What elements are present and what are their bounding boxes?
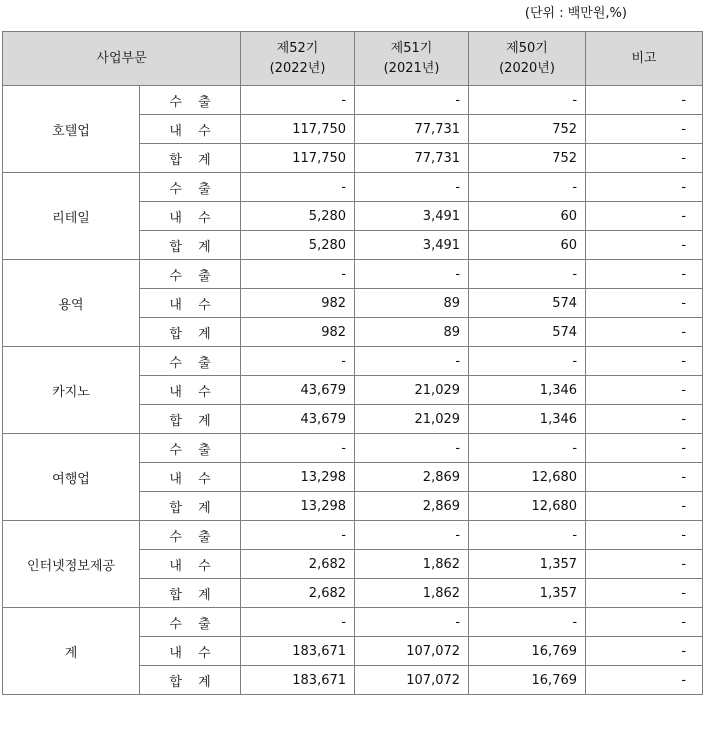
segment-name: 여행업 xyxy=(3,434,140,521)
value-52: 183,671 xyxy=(241,666,355,695)
value-51: 107,072 xyxy=(355,637,469,666)
value-50: 1,346 xyxy=(469,376,586,405)
value-51: 3,491 xyxy=(355,231,469,260)
value-52: - xyxy=(241,434,355,463)
table-header xyxy=(3,32,703,86)
value-51: 2,869 xyxy=(355,492,469,521)
row-type-label: 수 출 xyxy=(140,260,241,289)
row-type-label: 수 출 xyxy=(140,86,241,115)
row-type-label: 합 계 xyxy=(140,666,241,695)
value-51: 3,491 xyxy=(355,202,469,231)
value-50: - xyxy=(469,521,586,550)
row-type-label: 내 수 xyxy=(140,376,241,405)
segment-name: 용역 xyxy=(3,260,140,347)
value-52: - xyxy=(241,86,355,115)
row-type-label: 합 계 xyxy=(140,144,241,173)
row-type-label: 합 계 xyxy=(140,405,241,434)
note-value: - xyxy=(586,463,703,492)
value-50: 752 xyxy=(469,144,586,173)
segment-name: 계 xyxy=(3,608,140,695)
note-value: - xyxy=(586,608,703,637)
row-type-label: 수 출 xyxy=(140,434,241,463)
value-52: 13,298 xyxy=(241,463,355,492)
segment-name: 인터넷정보제공 xyxy=(3,521,140,608)
value-50: 1,346 xyxy=(469,405,586,434)
note-value: - xyxy=(586,86,703,115)
row-type-label: 수 출 xyxy=(140,173,241,202)
value-51: - xyxy=(355,347,469,376)
value-50: - xyxy=(469,86,586,115)
value-52: 2,682 xyxy=(241,579,355,608)
note-value: - xyxy=(586,202,703,231)
value-50: 574 xyxy=(469,289,586,318)
header-col51-year: (2021년) xyxy=(383,60,440,76)
value-51: 89 xyxy=(355,289,469,318)
header-col51 xyxy=(355,32,469,86)
header-col51-period: 제51기 xyxy=(390,40,433,56)
value-52: 43,679 xyxy=(241,376,355,405)
value-51: 21,029 xyxy=(355,405,469,434)
row-type-label: 내 수 xyxy=(140,550,241,579)
value-50: 752 xyxy=(469,115,586,144)
header-col50-period: 제50기 xyxy=(506,40,548,56)
row-type-label: 수 출 xyxy=(140,521,241,550)
header-row xyxy=(3,32,703,86)
value-50: 60 xyxy=(469,202,586,231)
value-51: 77,731 xyxy=(355,115,469,144)
note-value: - xyxy=(586,637,703,666)
value-50: 1,357 xyxy=(469,550,586,579)
header-col52-period: 제52기 xyxy=(276,40,319,56)
segment-name: 카지노 xyxy=(3,347,140,434)
row-type-label: 내 수 xyxy=(140,289,241,318)
value-52: 117,750 xyxy=(241,115,355,144)
header-segment: 사업부문 xyxy=(3,32,241,86)
segment-name: 리테일 xyxy=(3,173,140,260)
value-52: 2,682 xyxy=(241,550,355,579)
value-52: 5,280 xyxy=(241,202,355,231)
value-51: 107,072 xyxy=(355,666,469,695)
row-type-label: 합 계 xyxy=(140,231,241,260)
value-50: 12,680 xyxy=(469,463,586,492)
note-value: - xyxy=(586,144,703,173)
row-type-label: 합 계 xyxy=(140,579,241,608)
table-row xyxy=(3,86,703,115)
value-52: 5,280 xyxy=(241,231,355,260)
value-51: - xyxy=(355,434,469,463)
value-51: 21,029 xyxy=(355,376,469,405)
note-value: - xyxy=(586,666,703,695)
value-50: 16,769 xyxy=(469,666,586,695)
note-value: - xyxy=(586,173,703,202)
value-50: 1,357 xyxy=(469,579,586,608)
value-51: - xyxy=(355,608,469,637)
row-type-label: 수 출 xyxy=(140,608,241,637)
note-value: - xyxy=(586,521,703,550)
value-50: - xyxy=(469,608,586,637)
row-type-label: 수 출 xyxy=(140,347,241,376)
value-50: - xyxy=(469,260,586,289)
table-body xyxy=(3,86,703,695)
header-col52 xyxy=(241,32,355,86)
value-52: - xyxy=(241,260,355,289)
row-type-label: 내 수 xyxy=(140,202,241,231)
value-50: 574 xyxy=(469,318,586,347)
row-type-label: 내 수 xyxy=(140,637,241,666)
value-50: - xyxy=(469,347,586,376)
value-52: 13,298 xyxy=(241,492,355,521)
value-50: - xyxy=(469,173,586,202)
table-row xyxy=(3,521,703,550)
value-51: 77,731 xyxy=(355,144,469,173)
value-52: 183,671 xyxy=(241,637,355,666)
header-col50 xyxy=(469,32,586,86)
value-52: - xyxy=(241,521,355,550)
note-value: - xyxy=(586,260,703,289)
note-value: - xyxy=(586,115,703,144)
value-51: 1,862 xyxy=(355,579,469,608)
table-row xyxy=(3,173,703,202)
sales-table xyxy=(2,31,703,695)
note-value: - xyxy=(586,231,703,260)
value-52: 982 xyxy=(241,318,355,347)
value-52: - xyxy=(241,347,355,376)
row-type-label: 합 계 xyxy=(140,318,241,347)
value-50: 16,769 xyxy=(469,637,586,666)
value-52: 117,750 xyxy=(241,144,355,173)
table-row xyxy=(3,608,703,637)
note-value: - xyxy=(586,289,703,318)
row-type-label: 합 계 xyxy=(140,492,241,521)
table-row xyxy=(3,434,703,463)
value-50: - xyxy=(469,434,586,463)
value-52: 982 xyxy=(241,289,355,318)
note-value: - xyxy=(586,376,703,405)
value-51: - xyxy=(355,86,469,115)
value-52: - xyxy=(241,608,355,637)
note-value: - xyxy=(586,434,703,463)
note-value: - xyxy=(586,318,703,347)
table-row xyxy=(3,260,703,289)
note-value: - xyxy=(586,405,703,434)
table-row xyxy=(3,347,703,376)
header-col50-year: (2020년) xyxy=(499,60,555,76)
value-51: 1,862 xyxy=(355,550,469,579)
segment-name: 호텔업 xyxy=(3,86,140,173)
value-51: 89 xyxy=(355,318,469,347)
note-value: - xyxy=(586,347,703,376)
value-50: 12,680 xyxy=(469,492,586,521)
value-51: - xyxy=(355,521,469,550)
value-51: 2,869 xyxy=(355,463,469,492)
note-value: - xyxy=(586,492,703,521)
value-52: - xyxy=(241,173,355,202)
note-value: - xyxy=(586,550,703,579)
note-value: - xyxy=(586,579,703,608)
value-50: 60 xyxy=(469,231,586,260)
value-52: 43,679 xyxy=(241,405,355,434)
row-type-label: 내 수 xyxy=(140,463,241,492)
header-col52-year: (2022년) xyxy=(269,60,326,76)
value-51: - xyxy=(355,173,469,202)
header-note: 비고 xyxy=(586,32,703,86)
unit-label: (단위 : 백만원,%) xyxy=(524,6,627,21)
row-type-label: 내 수 xyxy=(140,115,241,144)
value-51: - xyxy=(355,260,469,289)
